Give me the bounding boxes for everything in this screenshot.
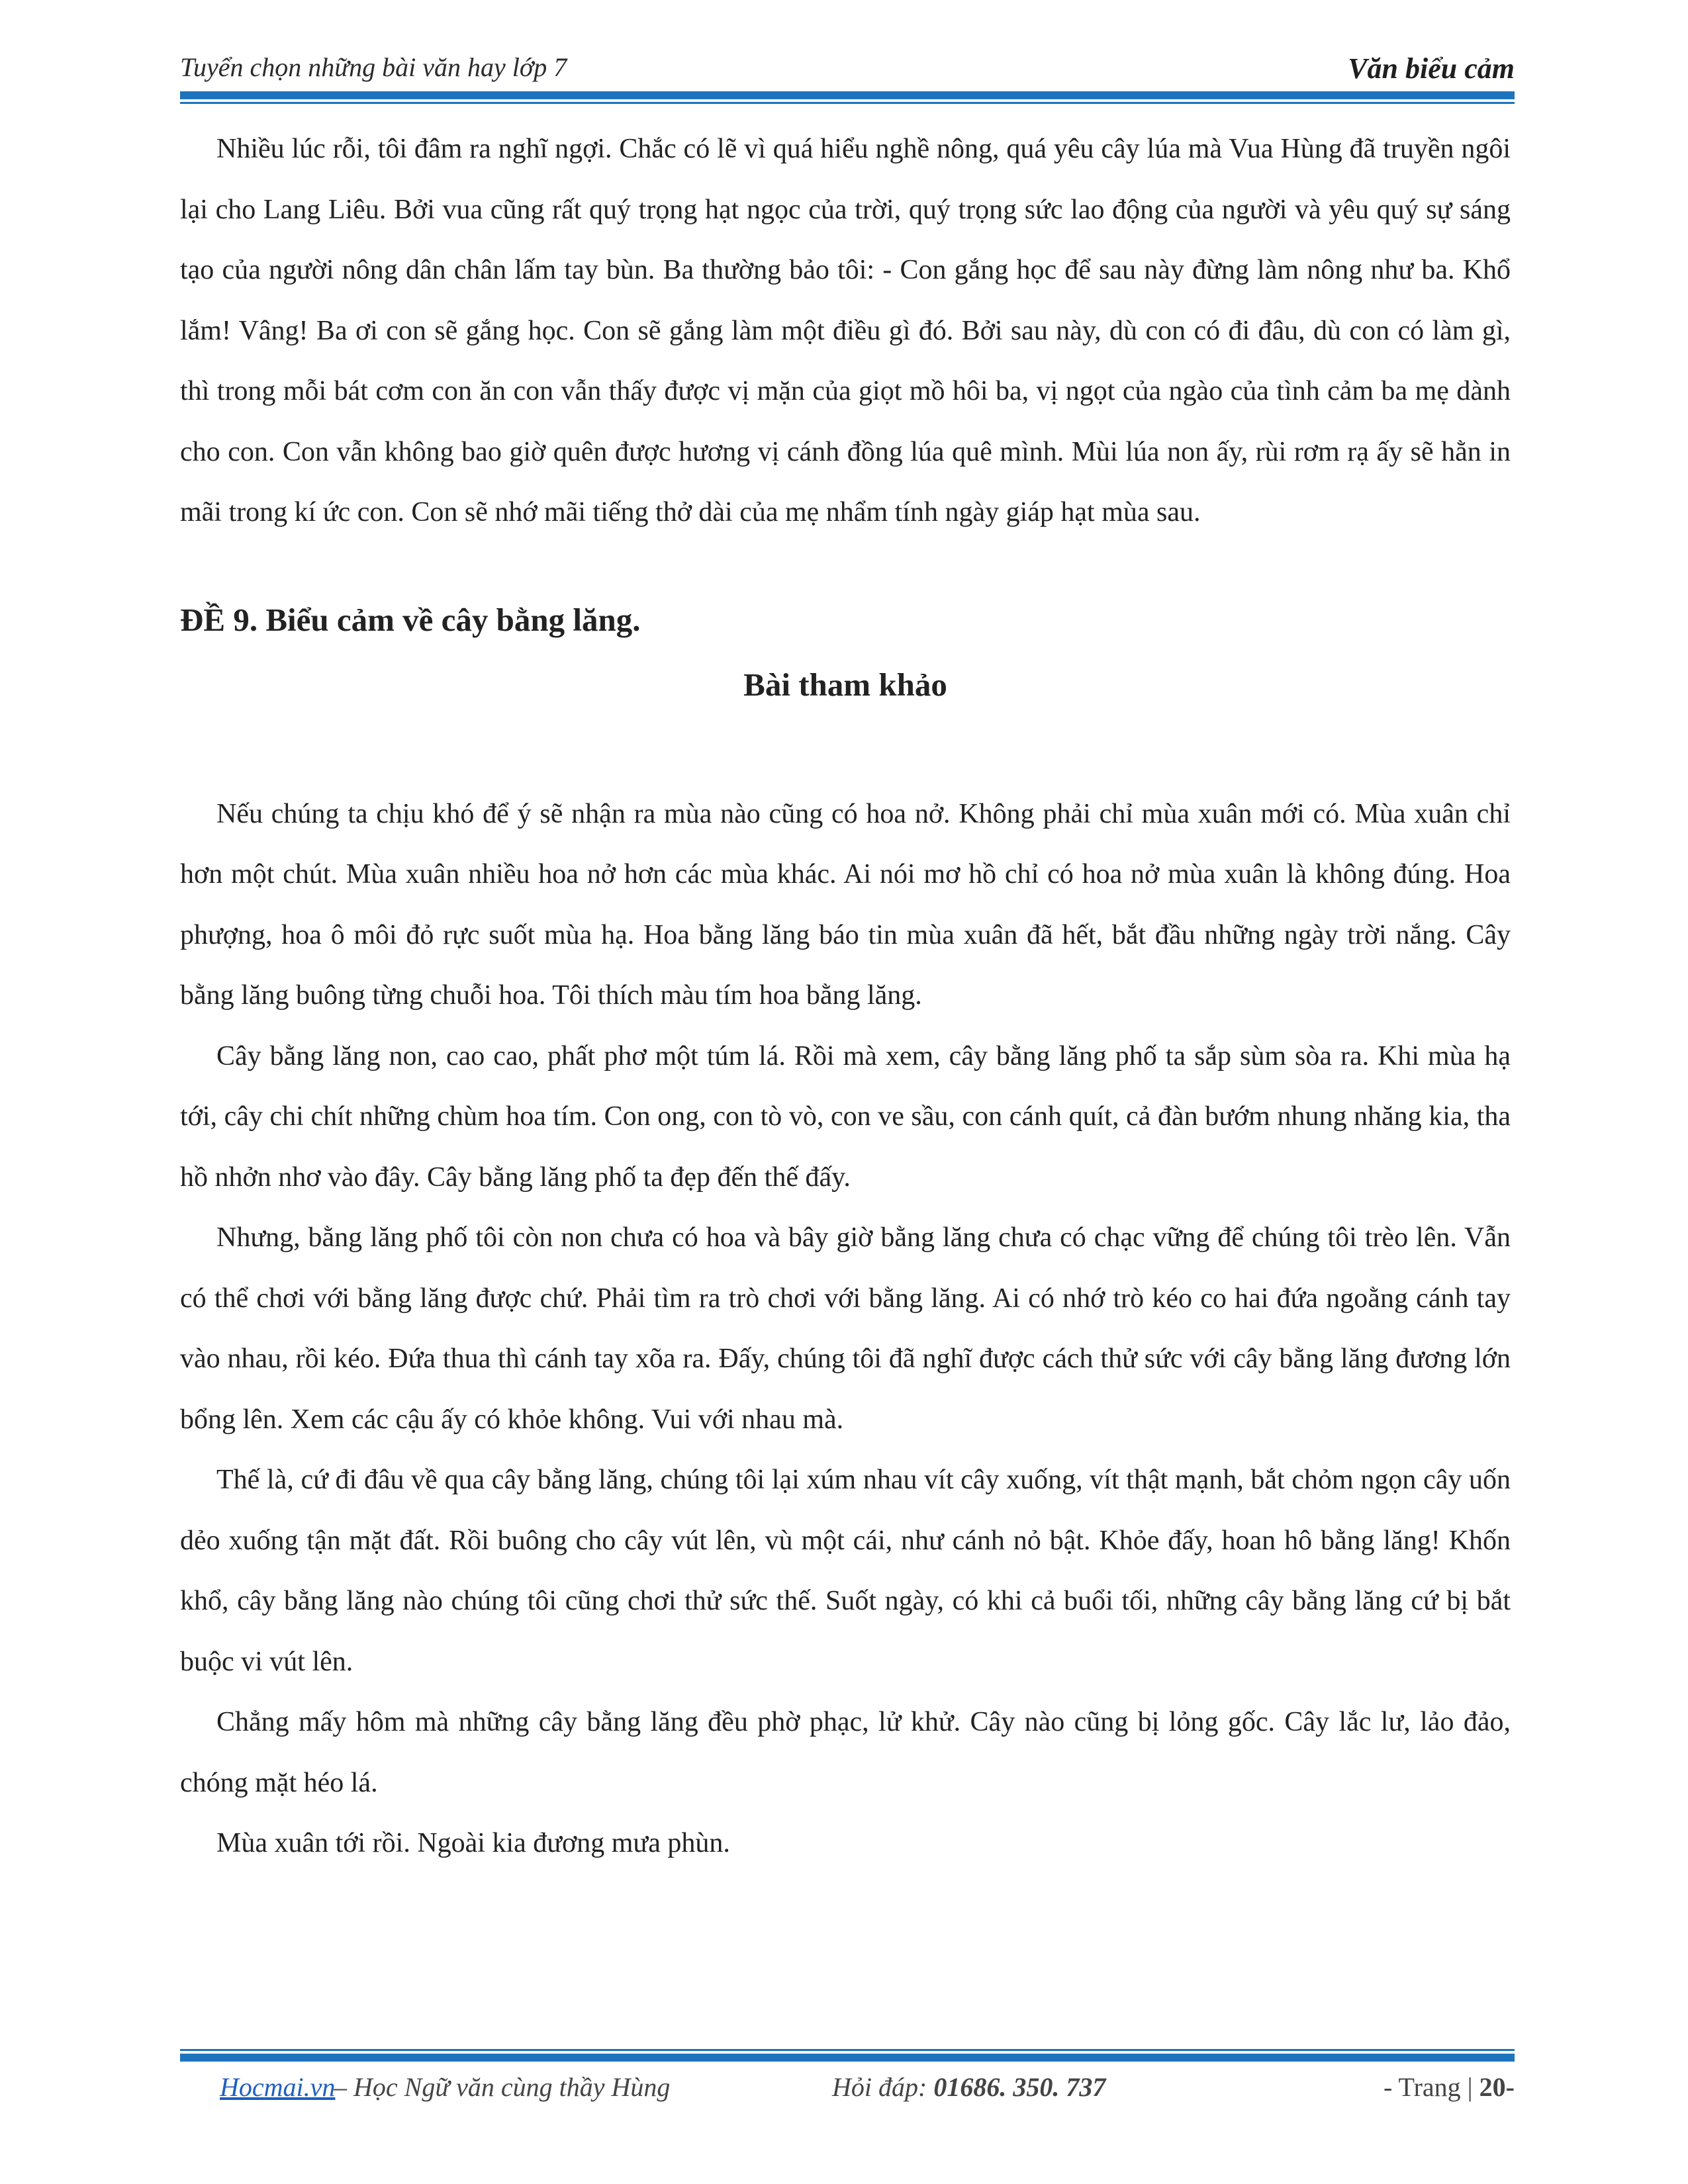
page-number [1383, 2071, 1515, 2103]
intro-paragraph: Nhiều lúc rỗi, tôi đâm ra nghĩ ngợi. Chắc có lẽ vì quá hiểu nghề nông, quá yêu cây lúa mà Vua Hùng đã truyền ngôi lại cho Lang Liêu. Bởi vua cũng rất quý trọng hạt ngọc của trời, quý trọng sức lao động của người và yêu quý sự sáng tạo của người nông dân chân lấm tay bùn. Ba thường bảo tôi: - Con gắng học để sau này đừng làm nông như ba. Khổ lắm! Vâng! Ba ơi con sẽ gắng học. Con sẽ gắng làm một điều gì đó. Bởi sau này, dù con có đi đâu, dù con có làm gì, thì trong mỗi bát cơm con ăn con vẫn thấy được vị mặn của giọt mồ hôi ba, vị ngọt của ngào của tình cảm ba mẹ dành cho con. Con vẫn không bao giờ quên được hương vị cánh đồng lúa quê mình. Mùi lúa non ấy, rùi rơm rạ ấy sẽ hằn in mãi trong kí ức con. Con sẽ nhớ mãi tiếng thở dài của mẹ nhẩm tính ngày giáp hạt mùa sau. [180, 134, 1511, 527]
footer-divider-thin [180, 2049, 1515, 2051]
essay-paragraph: Cây bằng lăng non, cao cao, phất phơ một túm lá. Rồi mà xem, cây bằng lăng phố ta sắp sùm sòa ra. Khi mùa hạ tới, cây chi chít những chùm hoa tím. Con ong, con tò vò, con ve sầu, con cánh quít, cả đàn bướm nhung nhăng kia, tha hồ nhởn nhơ vào đây. Cây bằng lăng phố ta đẹp đến thế đấy. [180, 1040, 1511, 1193]
spacer [180, 711, 1511, 784]
exercise-heading: ĐỀ 9. Biểu cảm về cây bằng lăng. [180, 601, 641, 638]
header-book-title: Tuyển chọn những bài văn hay lớp 7 [180, 52, 567, 82]
essay-paragraph: Nếu chúng ta chịu khó để ý sẽ nhận ra mùa nào cũng có hoa nở. Không phải chỉ mùa xuân mới có. Mùa xuân chỉ hơn một chút. Mùa xuân nhiều hoa nở hơn các mùa khác. Ai nói mơ hồ chỉ có hoa nở mùa xuân là không đúng. Hoa phượng, hoa ô môi đỏ rực suốt mùa hạ. Hoa bằng lăng báo tin mùa xuân đã hết, bắt đầu những ngày trời nắng. Cây bằng lăng buông từng chuỗi hoa. Tôi thích màu tím hoa bằng lăng. [180, 798, 1511, 1011]
page-header [180, 52, 1515, 89]
footer-divider-thick [180, 2054, 1515, 2062]
header-divider-thick [180, 91, 1515, 99]
essay-paragraph: Nhưng, bằng lăng phố tôi còn non chưa có hoa và bây giờ bằng lăng chưa có chạc vững để chúng tôi trèo lên. Vẫn có thể chơi với bằng lăng được chứ. Phải tìm ra trò chơi với bằng lăng. Ai có nhớ trò kéo co hai đứa ngoằng cánh tay vào nhau, rồi kéo. Đứa thua thì cánh tay xõa ra. Đấy, chúng tôi đã nghĩ được cách thử sức với cây bằng lăng đương lớn bổng lên. Xem các cậu ấy có khỏe không. Vui với nhau mà. [180, 1222, 1511, 1435]
page-footer [180, 2071, 1515, 2111]
page-prefix: - Trang | [1383, 2072, 1473, 2102]
page-body [180, 119, 1511, 1874]
site-link[interactable]: Hocmai.vn [220, 2072, 336, 2102]
footer-teacher-text: – Học Ngữ văn cùng thầy Hùng [334, 2072, 671, 2102]
header-section-title: Văn biểu cảm [1348, 52, 1515, 85]
essay-paragraph: Thế là, cứ đi đâu về qua cây bằng lăng, chúng tôi lại xúm nhau vít cây xuống, vít thật mạnh, bắt chỏm ngọn cây uốn dẻo xuống tận mặt đất. Rồi buông cho cây vút lên, vù một cái, như cánh nỏ bật. Khỏe đấy, hoan hô bằng lăng! Khốn khổ, cây bằng lăng nào chúng tôi cũng chơi thử sức thế. Suốt ngày, có khi cả buổi tối, những cây bằng lăng cứ bị bắt buộc vi vút lên. [180, 1465, 1511, 1677]
phone-number: 01686. 350. 737 [933, 2072, 1106, 2102]
qa-label: Hỏi đáp: [832, 2072, 927, 2102]
footer-contact [832, 2071, 1105, 2103]
essay-paragraph: Chẳng mấy hôm mà những cây bằng lăng đều phờ phạc, lử khử. Cây nào cũng bị lỏng gốc. Cây lắc lư, lảo đảo, chóng mặt héo lá. [180, 1707, 1511, 1798]
header-divider-thin [180, 102, 1515, 104]
page-number-value: 20- [1479, 2072, 1515, 2102]
essay-paragraph: Mùa xuân tới rồi. Ngoài kia đương mưa phùn. [216, 1828, 730, 1858]
reference-essay-title: Bài tham khảo [743, 666, 947, 703]
